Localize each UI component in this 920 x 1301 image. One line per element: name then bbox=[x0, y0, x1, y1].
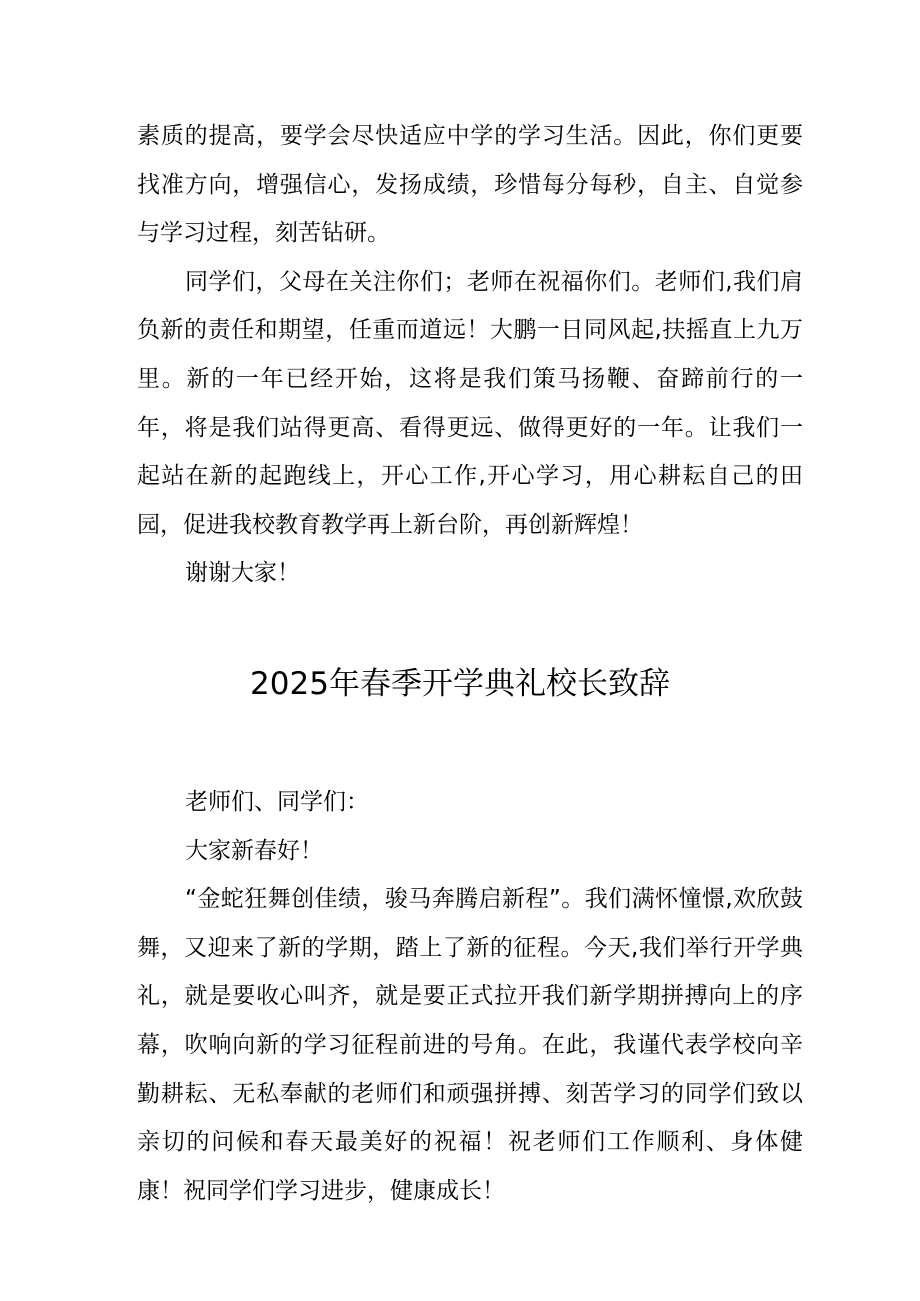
document-content bbox=[137, 112, 803, 1215]
document-title: 2025年春季开学典礼校长致辞 bbox=[250, 665, 670, 702]
greeting: 大家新春好！ bbox=[185, 837, 323, 864]
spacer bbox=[137, 598, 803, 662]
closing-thanks: 谢谢大家！ bbox=[185, 560, 300, 587]
spacer bbox=[137, 706, 803, 778]
continued-paragraph-1: 素质的提高，要学会尽快适应中学的学习生活。因此，你们更要找准方向，增强信心，发扬成绩，珍惜每分每秒，自主、自觉参与学习过程，刻苦钻研。 bbox=[137, 123, 803, 247]
salutation: 老师们、同学们： bbox=[185, 788, 369, 815]
body-paragraph-1: “金蛇狂舞创佳绩，骏马奔腾启新程”。我们满怀憧憬,欢欣鼓舞，又迎来了新的学期，踏上了新的征程。今天,我们举行开学典礼，就是要收心叫齐，就是要正式拉开我们新学期拼搏向上的序幕，吹响向新的学习征程前进的号角。在此，我谨代表学校向辛勤耕耘、无私奉献的老师们和顽强拼搏、刻苦学习的同学们致以亲切的问候和春天最美好的祝福！祝老师们工作顺利、身体健康！祝同学们学习进步，健康成长！ bbox=[137, 886, 803, 1204]
continued-paragraph-2: 同学们，父母在关注你们；老师在祝福你们。老师们,我们肩负新的责任和期望，任重而道远！大鹏一日同风起,扶摇直上九万里。新的一年已经开始，这将是我们策马扬鞭、奋蹄前行的一年，将是我们站得更高、看得更远、做得更好的一年。让我们一起站在新的起跑线上，开心工作,开心学习，用心耕耘自己的田园，促进我校教育教学再上新台阶，再创新辉煌！ bbox=[137, 268, 803, 538]
